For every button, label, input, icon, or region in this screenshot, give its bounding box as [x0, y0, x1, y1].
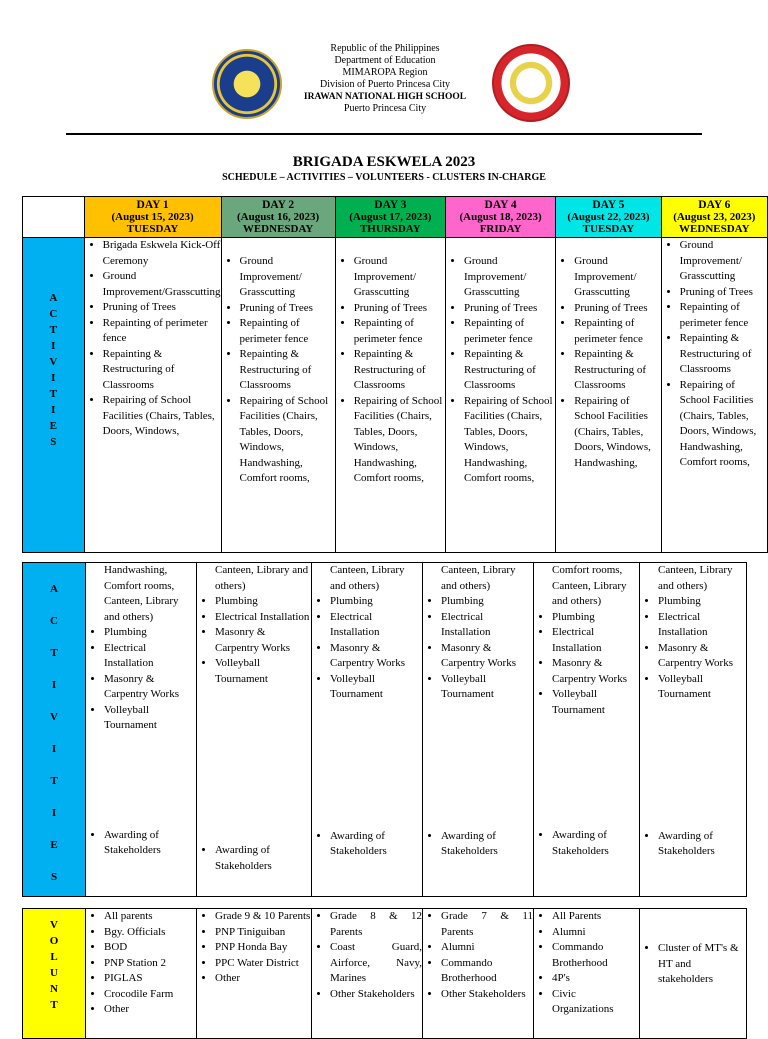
header-line: MIMAROPA Region — [342, 67, 428, 78]
activity-item: • Repainting of perimeter fence — [680, 300, 767, 331]
day-date: (August 17, 2023) — [349, 211, 432, 223]
sidebar-letter: V — [50, 711, 58, 723]
cell-spacer — [197, 687, 311, 843]
activity-item: • Repairing of School Facilities (Chairs, Tables, Doors, Windows, Handwashing, — [574, 394, 660, 472]
volunteer-item: • PPC Water District — [215, 956, 311, 972]
day-label: DAY 5 — [592, 199, 625, 211]
activity-continuation: Canteen, Library and others) — [441, 564, 516, 592]
day-label: DAY 2 — [262, 199, 295, 211]
activities-wrap — [556, 238, 660, 552]
volunteer-item: • Other — [104, 1002, 196, 1018]
activity-item: • Repainting of perimeter fence — [354, 316, 445, 347]
activity-item: • Masonry & Carpentry Works — [658, 641, 746, 672]
award-item: • Awarding of Stakeholders — [215, 843, 311, 874]
sidebar-letter: S — [50, 871, 58, 883]
volunteer-item: • Alumni — [441, 940, 533, 956]
sidebar-letter: E — [49, 420, 57, 432]
activity-item: • Plumbing — [658, 594, 746, 610]
sidebar-letter: T — [49, 388, 57, 400]
activities-wrap — [85, 238, 221, 536]
activity-item: • Electrical Installation — [215, 610, 311, 626]
sidebar-letter: A — [49, 292, 58, 304]
volunteer-item: • Crocodile Farm — [104, 987, 196, 1003]
activities-wrap — [446, 238, 555, 552]
activity-item: • Masonry & Carpentry Works — [104, 672, 196, 703]
volunteer-item: • All parents — [104, 909, 196, 925]
sidebar-letter: T — [50, 775, 58, 787]
cell-spacer — [640, 703, 746, 829]
sidebar-letter: U — [50, 967, 58, 979]
activity-item: • Repairing of School Facilities (Chairs, Tables, Doors, Windows, Handwashing, Comfort rooms, — [680, 378, 767, 471]
day-header-5 — [556, 197, 661, 238]
activities-sidebar — [23, 563, 86, 897]
volunteer-item: • Commando Brotherhood — [441, 956, 533, 987]
activity-item: • Ground Improvement/Grasscutting — [103, 269, 221, 300]
day-label: DAY 6 — [698, 199, 731, 211]
volunteer-item: • Grade 9 & 10 Parents — [215, 909, 311, 925]
corner-cell — [23, 197, 85, 238]
volunteer-item: • Civic Organizations — [552, 987, 639, 1018]
activity-item: • Pruning of Trees — [354, 301, 445, 317]
award-item: • Awarding of Stakeholders — [104, 828, 196, 859]
sidebar-letter: N — [50, 983, 58, 995]
volunteers-cell-day-2 — [197, 909, 312, 1039]
volunteers-cell-day-1 — [86, 909, 197, 1039]
activities-row — [23, 563, 747, 897]
activity-item: • Repainting of perimeter fence — [574, 316, 660, 347]
activities-wrap — [336, 238, 445, 552]
activities-cell-day-6 — [661, 238, 767, 553]
day-label: DAY 1 — [136, 199, 169, 211]
award-item: • Awarding of Stakeholders — [441, 829, 533, 860]
sidebar-letter: O — [49, 935, 59, 947]
activity-item: • Electrical Installation — [104, 641, 196, 672]
sidebar-letter: L — [50, 951, 58, 963]
activity-item: • Masonry & Carpentry Works — [215, 625, 311, 656]
document-title: BRIGADA ESKWELA 2023 — [292, 154, 476, 170]
volunteer-item: • Cluster of MT's & HT and stakeholders — [658, 941, 746, 988]
activity-item: • Pruning of Trees — [240, 301, 335, 317]
activity-item: • Volleyball Tournament — [104, 703, 196, 734]
school-seal-icon — [492, 44, 570, 122]
activity-continuation: Handwashing, Comfort rooms, Canteen, Library and others) — [104, 564, 179, 623]
volunteer-item: • Coast Guard, Airforce, Navy, Marines — [330, 940, 422, 987]
volunteer-list — [423, 909, 533, 1002]
activity-continuation: Comfort rooms, Canteen, Library and others) — [552, 564, 627, 607]
activity-item: • Plumbing — [552, 610, 639, 626]
activity-item: • Repainting & Restructuring of Classrooms — [240, 347, 335, 394]
activity-item: • Volleyball Tournament — [441, 672, 533, 703]
header-line: Division of Puerto Princesa City — [320, 79, 450, 90]
volunteers-cell-day-6 — [640, 909, 747, 1039]
activity-item: • Repainting of perimeter fence — [103, 316, 221, 347]
activity-item: • Electrical Installation — [552, 625, 639, 656]
activity-item: • Ground Improvement/ Grasscutting — [240, 254, 335, 301]
sidebar-letter: I — [51, 679, 57, 691]
activities-row — [23, 238, 768, 553]
activities-cell-day-4 — [445, 238, 555, 553]
activity-item: • Masonry & Carpentry Works — [330, 641, 422, 672]
volunteers-sidebar — [23, 909, 86, 1039]
activity-item: • Repainting & Restructuring of Classrooms — [680, 331, 767, 378]
activity-item: • Repairing of School Facilities (Chairs, Tables, Doors, Windows, Handwashing, Comfort rooms, — [240, 394, 335, 487]
day-label: DAY 4 — [484, 199, 517, 211]
day-weekday: TUESDAY — [582, 223, 635, 235]
activities-cell-day-6 — [640, 563, 747, 897]
sidebar-letter: E — [50, 839, 58, 851]
volunteer-item: • PNP Honda Bay — [215, 940, 311, 956]
activity-item: • Ground Improvement/ Grasscutting — [680, 238, 767, 285]
schedule-table-volunteers — [22, 908, 747, 1039]
activity-item: • Repainting & Restructuring of Classrooms — [354, 347, 445, 394]
activity-item: • Plumbing — [215, 594, 311, 610]
activities-cell-day-1 — [86, 563, 197, 897]
cell-spacer — [423, 703, 533, 829]
activity-item: • Brigada Eskwela Kick-Off Ceremony — [103, 238, 221, 269]
volunteer-list — [197, 909, 311, 987]
activity-item: • Repainting & Restructuring of Classrooms — [103, 347, 221, 394]
volunteer-item: • PNP Tiniguiban — [215, 925, 311, 941]
activity-item: • Volleyball Tournament — [330, 672, 422, 703]
school-name: IRAWAN NATIONAL HIGH SCHOOL — [303, 92, 467, 102]
activity-list — [86, 625, 196, 734]
activity-list — [446, 254, 555, 487]
activity-item: • Repainting of perimeter fence — [464, 316, 555, 347]
day-header-4 — [445, 197, 555, 238]
sidebar-letter: V — [49, 356, 58, 368]
activities-wrap — [662, 238, 767, 536]
activity-item: • Volleyball Tournament — [658, 672, 746, 703]
header-line: Department of Education — [334, 55, 436, 66]
activity-list — [534, 610, 639, 719]
activity-list — [556, 254, 660, 471]
sidebar-letter: C — [49, 308, 58, 320]
volunteer-item: • Commando Brotherhood — [552, 940, 639, 971]
activity-item: • Repainting & Restructuring of Classrooms — [464, 347, 555, 394]
activity-item: • Pruning of Trees — [103, 300, 221, 316]
volunteer-item: • Alumni — [552, 925, 639, 941]
volunteer-item: • All Parents — [552, 909, 639, 925]
volunteer-item: • Grade 8 & 12 Parents — [330, 909, 422, 940]
award-list — [86, 828, 196, 859]
award-list — [312, 829, 422, 860]
sidebar-letter: I — [51, 340, 56, 352]
day-weekday: FRIDAY — [479, 223, 522, 235]
activity-item: • Repairing of School Facilities (Chairs, Tables, Doors, Windows, Handwashing, Comfort rooms, — [464, 394, 555, 487]
activities-wrap — [222, 238, 335, 552]
activity-item: • Plumbing — [330, 594, 422, 610]
activity-continuation: Canteen, Library and others) — [215, 564, 309, 592]
activity-item: • Pruning of Trees — [464, 301, 555, 317]
activities-cell-day-1 — [84, 238, 221, 553]
activity-item: • Ground Improvement/ Grasscutting — [354, 254, 445, 301]
activity-item: • Electrical Installation — [658, 610, 746, 641]
activity-item: • Repairing of School Facilities (Chairs, Tables, Doors, Windows, — [103, 393, 221, 440]
activity-item: • Plumbing — [104, 625, 196, 641]
document-subtitle: SCHEDULE – ACTIVITIES – VOLUNTEERS - CLUSTERS IN-CHARGE — [222, 172, 546, 183]
award-list — [534, 828, 639, 859]
volunteer-list — [312, 909, 422, 1002]
activity-list — [336, 254, 445, 487]
activity-item: • Volleyball Tournament — [215, 656, 311, 687]
day-header-row — [23, 197, 768, 238]
activity-list — [662, 238, 767, 471]
volunteer-item: • Other Stakeholders — [441, 987, 533, 1003]
award-item: • Awarding of Stakeholders — [658, 829, 746, 860]
activities-cell-day-3 — [335, 238, 445, 553]
sidebar-letter: V — [50, 919, 58, 931]
activity-list — [423, 594, 533, 703]
sidebar-letter: T — [49, 324, 57, 336]
day-weekday: THURSDAY — [359, 223, 421, 235]
day-weekday: WEDNESDAY — [242, 223, 314, 235]
activity-list — [640, 594, 746, 703]
sidebar-letter: S — [50, 436, 57, 448]
award-item: • Awarding of Stakeholders — [330, 829, 422, 860]
award-list — [197, 843, 311, 874]
school-city: Puerto Princesa City — [343, 103, 427, 114]
day-date: (August 16, 2023) — [237, 211, 320, 223]
activity-item: • Masonry & Carpentry Works — [441, 641, 533, 672]
day-weekday: WEDNESDAY — [679, 223, 750, 235]
activity-item: • Electrical Installation — [330, 610, 422, 641]
volunteer-item: • Bgy. Officials — [104, 925, 196, 941]
day-header-2 — [221, 197, 335, 238]
volunteers-cell-day-4 — [423, 909, 534, 1039]
schedule-table-activities-1 — [22, 196, 768, 553]
cell-spacer — [312, 703, 422, 829]
activity-item: • Repairing of School Facilities (Chairs, Tables, Doors, Windows, Handwashing, Comfort rooms, — [354, 394, 445, 487]
activity-continuation: Canteen, Library and others) — [330, 564, 405, 592]
activity-item: • Pruning of Trees — [680, 285, 767, 301]
award-list — [640, 829, 746, 860]
activity-item: • Ground Improvement/ Grasscutting — [574, 254, 660, 301]
volunteer-list — [640, 909, 746, 988]
volunteer-item: • PIGLAS — [104, 971, 196, 987]
activity-continuation: Canteen, Library and others) — [658, 564, 733, 592]
day-weekday: TUESDAY — [126, 223, 179, 235]
activities-cell-day-5 — [556, 238, 661, 553]
volunteer-item: • Other — [215, 971, 311, 987]
activities-cell-day-2 — [197, 563, 312, 897]
day-date: (August 15, 2023) — [111, 211, 194, 223]
sidebar-letter: T — [50, 999, 58, 1011]
activity-list — [312, 594, 422, 703]
volunteer-list — [534, 909, 639, 1018]
activities-sidebar — [23, 238, 85, 553]
volunteer-item: • BOD — [104, 940, 196, 956]
volunteer-item: • Other Stakeholders — [330, 987, 422, 1003]
sidebar-letter: I — [51, 404, 56, 416]
sidebar-letter: I — [51, 743, 57, 755]
sidebar-letter: A — [50, 583, 58, 595]
cell-spacer — [86, 734, 196, 828]
volunteer-item: • Grade 7 & 11 Parents — [441, 909, 533, 940]
sidebar-letter: I — [51, 372, 56, 384]
day-label: DAY 3 — [374, 199, 407, 211]
activity-item: • Volleyball Tournament — [552, 687, 639, 718]
day-header-1 — [84, 197, 221, 238]
letterhead-text — [270, 43, 500, 115]
sidebar-letter: I — [51, 807, 57, 819]
activity-item: • Plumbing — [441, 594, 533, 610]
schedule-table-activities-2 — [22, 562, 747, 897]
activity-list — [85, 238, 221, 440]
activities-cell-day-4 — [423, 563, 534, 897]
activities-cell-day-5 — [534, 563, 640, 897]
volunteers-cell-day-3 — [312, 909, 423, 1039]
activity-item: • Masonry & Carpentry Works — [552, 656, 639, 687]
day-header-3 — [335, 197, 445, 238]
day-date: (August 22, 2023) — [567, 211, 650, 223]
header-line: Republic of the Philippines — [330, 43, 440, 54]
activity-item: • Electrical Installation — [441, 610, 533, 641]
award-list — [423, 829, 533, 860]
volunteers-row — [23, 909, 747, 1039]
sidebar-letter: C — [50, 615, 58, 627]
volunteer-item: • 4P's — [552, 971, 639, 987]
header-divider — [66, 133, 702, 135]
day-date: (August 23, 2023) — [673, 211, 756, 223]
cell-spacer — [534, 718, 639, 828]
activity-list — [222, 254, 335, 487]
volunteer-list — [86, 909, 196, 1018]
day-date: (August 18, 2023) — [459, 211, 542, 223]
activities-cell-day-2 — [221, 238, 335, 553]
activities-cell-day-3 — [312, 563, 423, 897]
volunteers-cell-day-5 — [534, 909, 640, 1039]
sidebar-letter: T — [50, 647, 58, 659]
activity-item: • Pruning of Trees — [574, 301, 660, 317]
volunteer-item: • PNP Station 2 — [104, 956, 196, 972]
activity-item: • Ground Improvement/ Grasscutting — [464, 254, 555, 301]
activity-list — [197, 594, 311, 687]
award-item: • Awarding of Stakeholders — [552, 828, 639, 859]
activity-item: • Repainting of perimeter fence — [240, 316, 335, 347]
day-header-6 — [661, 197, 767, 238]
activity-item: • Repainting & Restructuring of Classrooms — [574, 347, 660, 394]
